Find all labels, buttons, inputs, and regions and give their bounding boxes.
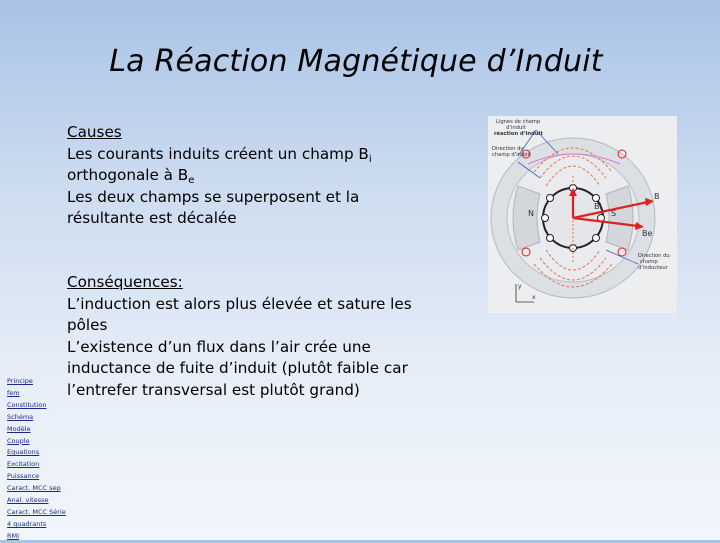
section-gap <box>67 230 412 272</box>
label-be: Be <box>642 229 653 238</box>
pole-s <box>606 186 633 250</box>
armature-reaction-figure <box>488 116 677 313</box>
label-pole-n: N <box>528 209 534 218</box>
label-lignes-3: réaction d’induit <box>494 131 543 137</box>
consequences-line-1: L’induction est alors plus élevée et sature les <box>67 294 412 313</box>
nav-link-anal-vitesse[interactable]: Anal. vitesse <box>7 496 49 505</box>
consequences-line-5: l’entrefer transversal est plutôt grand) <box>67 380 360 399</box>
slide-title: La Réaction Magnétique d’Induit <box>109 44 603 79</box>
consequences-line-4: inductance de fuite d’induit (plutôt faible car <box>67 359 408 378</box>
nav-link-schema[interactable]: Schéma <box>7 412 34 421</box>
causes-line-2 <box>67 165 412 187</box>
label-dir-inducteur-3: d’inducteur <box>638 265 668 271</box>
nav-link-rmi[interactable]: RMI <box>7 531 20 540</box>
pole-n <box>513 186 540 250</box>
label-lignes-2: d’induit <box>506 125 526 131</box>
causes-line-1-text: Les courants induits créent un champ B <box>67 144 369 163</box>
nav-link-caract-mcc-serie[interactable]: Caract. MCC Série <box>7 507 66 516</box>
nav-link-fem[interactable]: fem <box>7 388 20 397</box>
nav-link-puissance[interactable]: Puissance <box>7 472 40 481</box>
nav-link-constitution[interactable]: Constitution <box>7 400 47 409</box>
body-text <box>67 122 412 402</box>
nav-link-4-quadrants[interactable]: 4 quadrants <box>7 519 47 528</box>
causes-line-1-sub: i <box>368 153 372 165</box>
navigation-links <box>7 376 77 543</box>
consequences-heading: Conséquences: <box>67 272 183 291</box>
nav-link-caract-mcc-sep[interactable]: Caract. MCC sep <box>7 484 61 493</box>
label-dir-inducteur-2: champ <box>640 259 658 265</box>
nav-link-excitation[interactable]: Excitation <box>7 460 40 469</box>
nav-link-principe[interactable]: Principe <box>7 377 33 385</box>
causes-line-4: résultante est décalée <box>67 209 237 228</box>
causes-line-2-sub: e <box>188 175 195 187</box>
consequences-line-3: L’existence d’un flux dans l’air crée une <box>67 337 371 356</box>
label-lignes-1: Lignes de champ <box>496 119 541 125</box>
causes-heading: Causes <box>67 123 122 141</box>
nav-link-equations[interactable]: Equations <box>7 448 40 457</box>
label-pole-s: S <box>611 209 617 218</box>
label-b: B <box>654 192 660 201</box>
nav-link-couple[interactable]: Couple <box>7 436 30 445</box>
label-bi: Bi <box>594 202 602 211</box>
label-dir-inducteur-1: Direction du <box>638 253 670 259</box>
label-axis-y: y <box>518 283 522 290</box>
causes-line-1 <box>67 144 412 166</box>
consequences-line-2: pôles <box>67 316 108 335</box>
causes-line-3: Les deux champs se superposent et la <box>67 187 360 206</box>
label-dir-induit-2: champ d’induit <box>492 152 532 158</box>
causes-line-2-text: orthogonale à B <box>67 166 189 185</box>
armature-reaction-diagram <box>488 116 677 313</box>
nav-link-modele[interactable]: Modèle <box>7 424 31 433</box>
label-dir-induit-1: Direction du <box>492 146 524 152</box>
label-axis-x: x <box>532 294 536 301</box>
